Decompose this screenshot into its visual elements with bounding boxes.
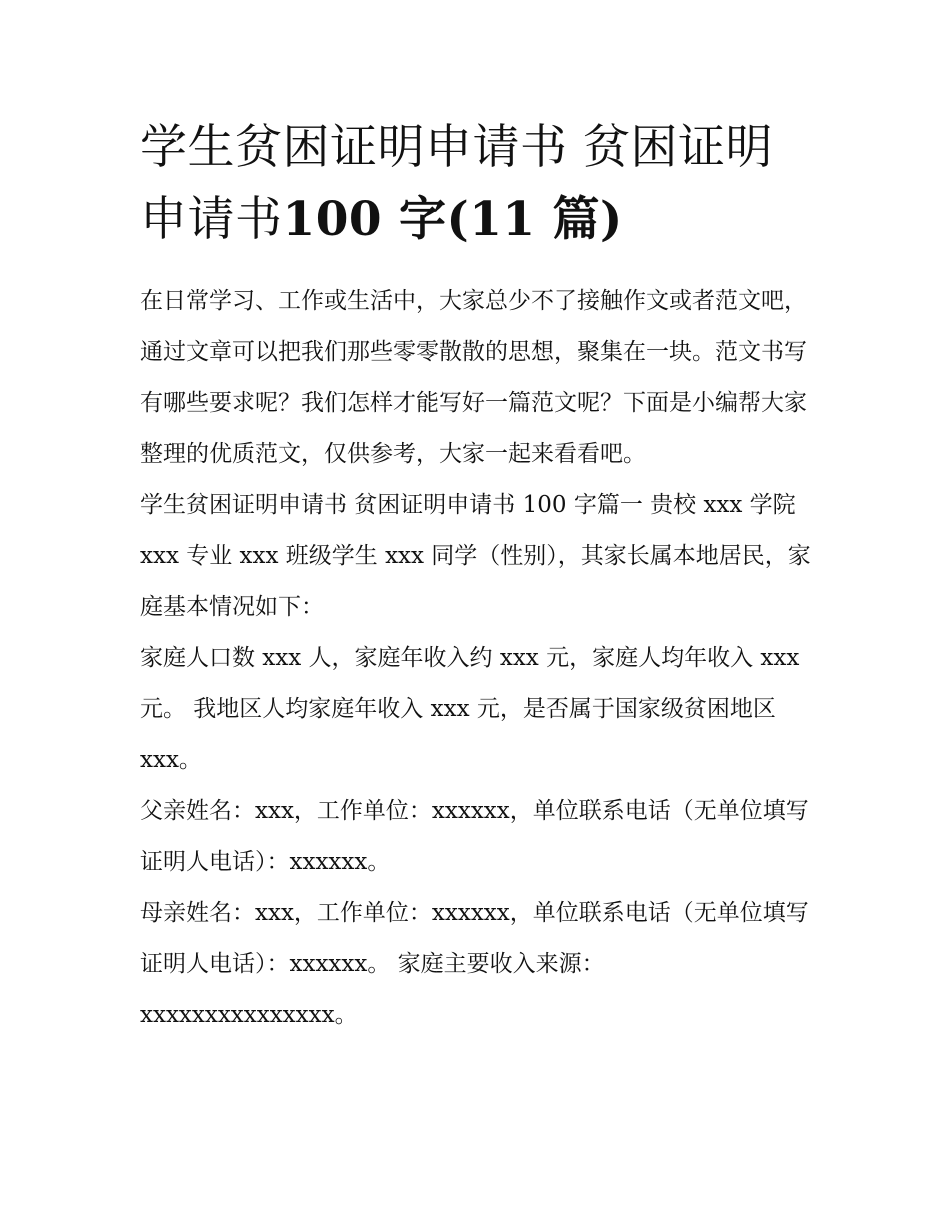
paragraph-applicant: 学生贫困证明申请书 贫困证明申请书 100 字篇一 贵校 xxx 学院 xxx 专业 xxx 班级学生 xxx 同学（性别），其家长属本地居民，家庭基本情况如下：	[140, 492, 811, 620]
title-line-2-prefix: 申请书	[140, 192, 283, 247]
title-line-2-bold: 100 字(11 篇)	[282, 192, 623, 247]
document-body	[140, 276, 820, 1041]
title-line-1: 学生贫困证明申请书 贫困证明	[140, 120, 773, 175]
paragraph-household: 家庭人口数 xxx 人，家庭年收入约 xxx 元，家庭人均年收入 xxx 元。 我地区人均家庭年收入 xxx 元，是否属于国家级贫困地区 xxx。	[140, 645, 800, 773]
document-title	[140, 112, 820, 256]
paragraph-mother: 母亲姓名：xxx，工作单位：xxxxxx，单位联系电话（无单位填写证明人电话）：xxxxxx。 家庭主要收入来源：xxxxxxxxxxxxxxx。	[140, 900, 809, 1028]
paragraph-intro: 在日常学习、工作或生活中，大家总少不了接触作文或者范文吧，通过文章可以把我们那些零零散散的思想，聚集在一块。范文书写有哪些要求呢？我们怎样才能写好一篇范文呢？下面是小编帮大家整理的优质范文，仅供参考，大家一起来看看吧。	[140, 288, 807, 467]
paragraph-father: 父亲姓名：xxx，工作单位：xxxxxx，单位联系电话（无单位填写证明人电话）：xxxxxx。	[140, 798, 809, 875]
